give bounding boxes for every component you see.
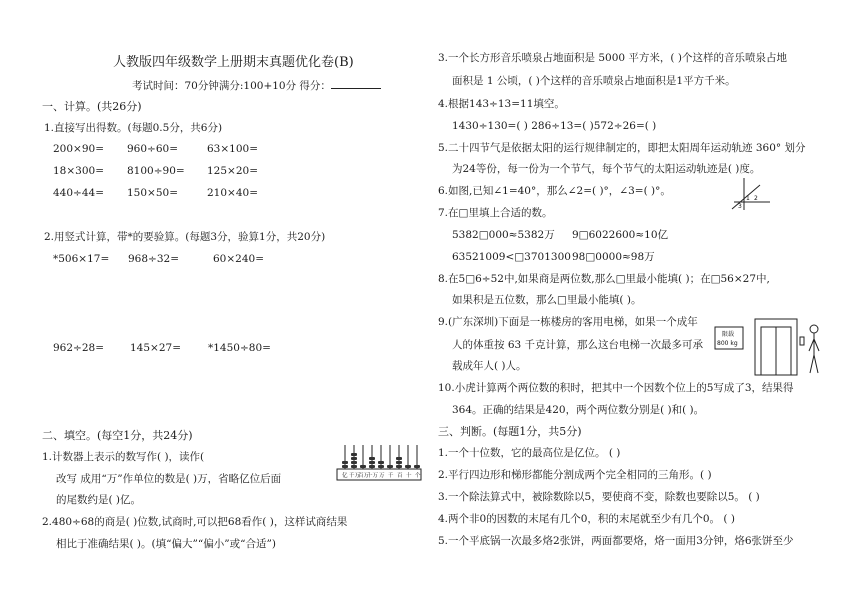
vertical-item: *1450÷80= [208,342,271,354]
vertical-item: 145×27= [130,342,181,354]
vertical-item: *506×17= [53,253,110,265]
judge-item: 3.一个除法算式中，被除数除以5，要使商不变，除数也要除以5。 ( ) [438,491,760,503]
score-blank[interactable] [331,79,381,89]
question-2-8-line1: 8.在5□6÷52中,如果商是两位数,那么□里最小能填( )；在□56×27中, [438,273,770,285]
oral-item: 18×300= [53,165,104,177]
question-2-7-item: 98□0000≈98万 [572,251,655,263]
exam-info-text: 考试时间：70分钟满分:100+10分 得分： [132,80,331,92]
elevator-figure [713,315,823,377]
elevator-sign-top: 限载 [722,331,735,338]
question-2-9-line3: 载成年人( )人。 [452,360,527,372]
question-1-1: 1.直接写出得数。(每题0.5分，共6分) [44,122,223,134]
svg-text:3: 3 [738,203,742,210]
exam-title: 人教版四年级数学上册期末真题优化卷(B) [113,55,354,70]
question-2-1-line1: 1.计数器上表示的数写作( )，读作( [42,451,205,463]
oral-item: 125×20= [207,165,258,177]
question-2-7-item: 63521009<□3701300 [452,251,571,263]
judge-item: 4.两个非0的因数的末尾有几个0，积的末尾就至少有几个0。 ( ) [438,513,735,525]
vertical-item: 968÷32= [128,253,179,265]
question-2-10-line1: 10.小虎计算两个两位数的积时，把其中一个因数个位上的5写成了3，结果得 [438,382,794,394]
oral-item: 440÷44= [53,187,104,199]
angle-figure [730,176,774,212]
abacus-label: 亿 [342,473,348,479]
abacus-label: 百 [397,473,403,479]
question-2-2-line2: 相比于准确结果( )。(填“偏大”“偏小”或“合适”) [56,538,276,550]
abacus-label: 万 [379,473,385,479]
judge-item: 2.平行四边形和梯形都能分割成两个完全相同的三角形。( ) [438,469,712,481]
question-2-3-line1: 3.一个长方形音乐喷泉占地面积是 5000 平方米，( )个这样的音乐喷泉占地 [438,52,787,64]
exam-info [132,79,381,92]
abacus-label: 千万 [349,473,361,479]
oral-item: 210×40= [207,187,258,199]
oral-item: 200×90= [53,143,104,155]
question-2-4: 4.根据143÷13=11填空。 [438,98,565,110]
question-2-8-line2: 如果积是五位数，那么□里最小能填( )。 [452,294,642,306]
oral-item: 63×100= [207,143,258,155]
question-1-2: 2.用竖式计算，带*的要验算。(每题3分，验算1分，共20分) [44,231,326,243]
abacus-label: 十万 [367,473,379,479]
oral-item: 150×50= [127,187,178,199]
abacus-label: 千 [388,473,394,479]
vertical-item: 60×240= [213,253,264,265]
svg-text:1: 1 [746,195,750,202]
question-2-5-line1: 5.二十四节气是依据太阳的运行规律制定的，即把太阳周年运动轨迹 360° 划分 [438,142,806,154]
elevator-sign-bottom: 800 kg [717,340,738,347]
vertical-item: 962÷28= [53,342,104,354]
question-2-7-item: 5382□000≈5382万 [452,229,555,241]
abacus-label: 个 [415,473,421,479]
question-2-5-line2: 为24等份，每一份为一个节气，每个节气的太阳运动轨迹是( )度。 [452,163,761,175]
question-2-3-line2: 面积是 1 公顷，( )个这样的音乐喷泉占地面积是1平方千米。 [452,75,736,87]
question-2-7-item: 9□6022600≈10亿 [572,229,669,241]
judge-item: 5.一个平底锅一次最多烙2张饼，两面都要烙，烙一面用3分钟，烙6张饼至少 [438,535,794,547]
judge-item: 1.一个十位数，它的最高位是亿位。 ( ) [438,447,621,459]
question-2-1-line3: 的尾数约是( )亿。 [56,494,142,506]
question-2-1-line2: 改写 成用“万”作单位的数是( )万，省略亿位后面 [56,473,282,485]
question-2-9-line1: 9.(广东深圳)下面是一栋楼房的客用电梯，如果一个成年 [438,316,698,328]
section-2-heading: 二、填空。(每空1分，共24分) [42,429,193,442]
question-2-6: 6.如图,已知∠1=40°，那么∠2=( )°，∠3=( )°。 [438,185,671,197]
section-1-heading: 一、计算。(共26分) [42,100,142,113]
abacus-label: 十 [406,473,412,479]
svg-text:2: 2 [754,195,758,202]
abacus-label: 百万 [358,473,370,479]
question-2-9-line2: 人的体重按 63 千克计算，那么这台电梯一次最多可承 [452,339,704,351]
question-2-7: 7.在□里填上合适的数。 [438,207,553,219]
oral-item: 8100÷90= [127,165,185,177]
question-2-10-line2: 364。正确的结果是420，两个两位数分别是( )和( )。 [452,404,705,416]
oral-item: 960÷60= [127,143,178,155]
question-2-4-items: 1430÷130=( ) 286÷13=( )572÷26=( ) [452,120,657,132]
abacus-figure [336,443,422,483]
question-2-2-line1: 2.480÷68的商是( )位数,试商时,可以把68看作( )，这样试商结果 [42,516,348,528]
section-3-heading: 三、判断。(每题1分，共5分) [438,425,582,438]
